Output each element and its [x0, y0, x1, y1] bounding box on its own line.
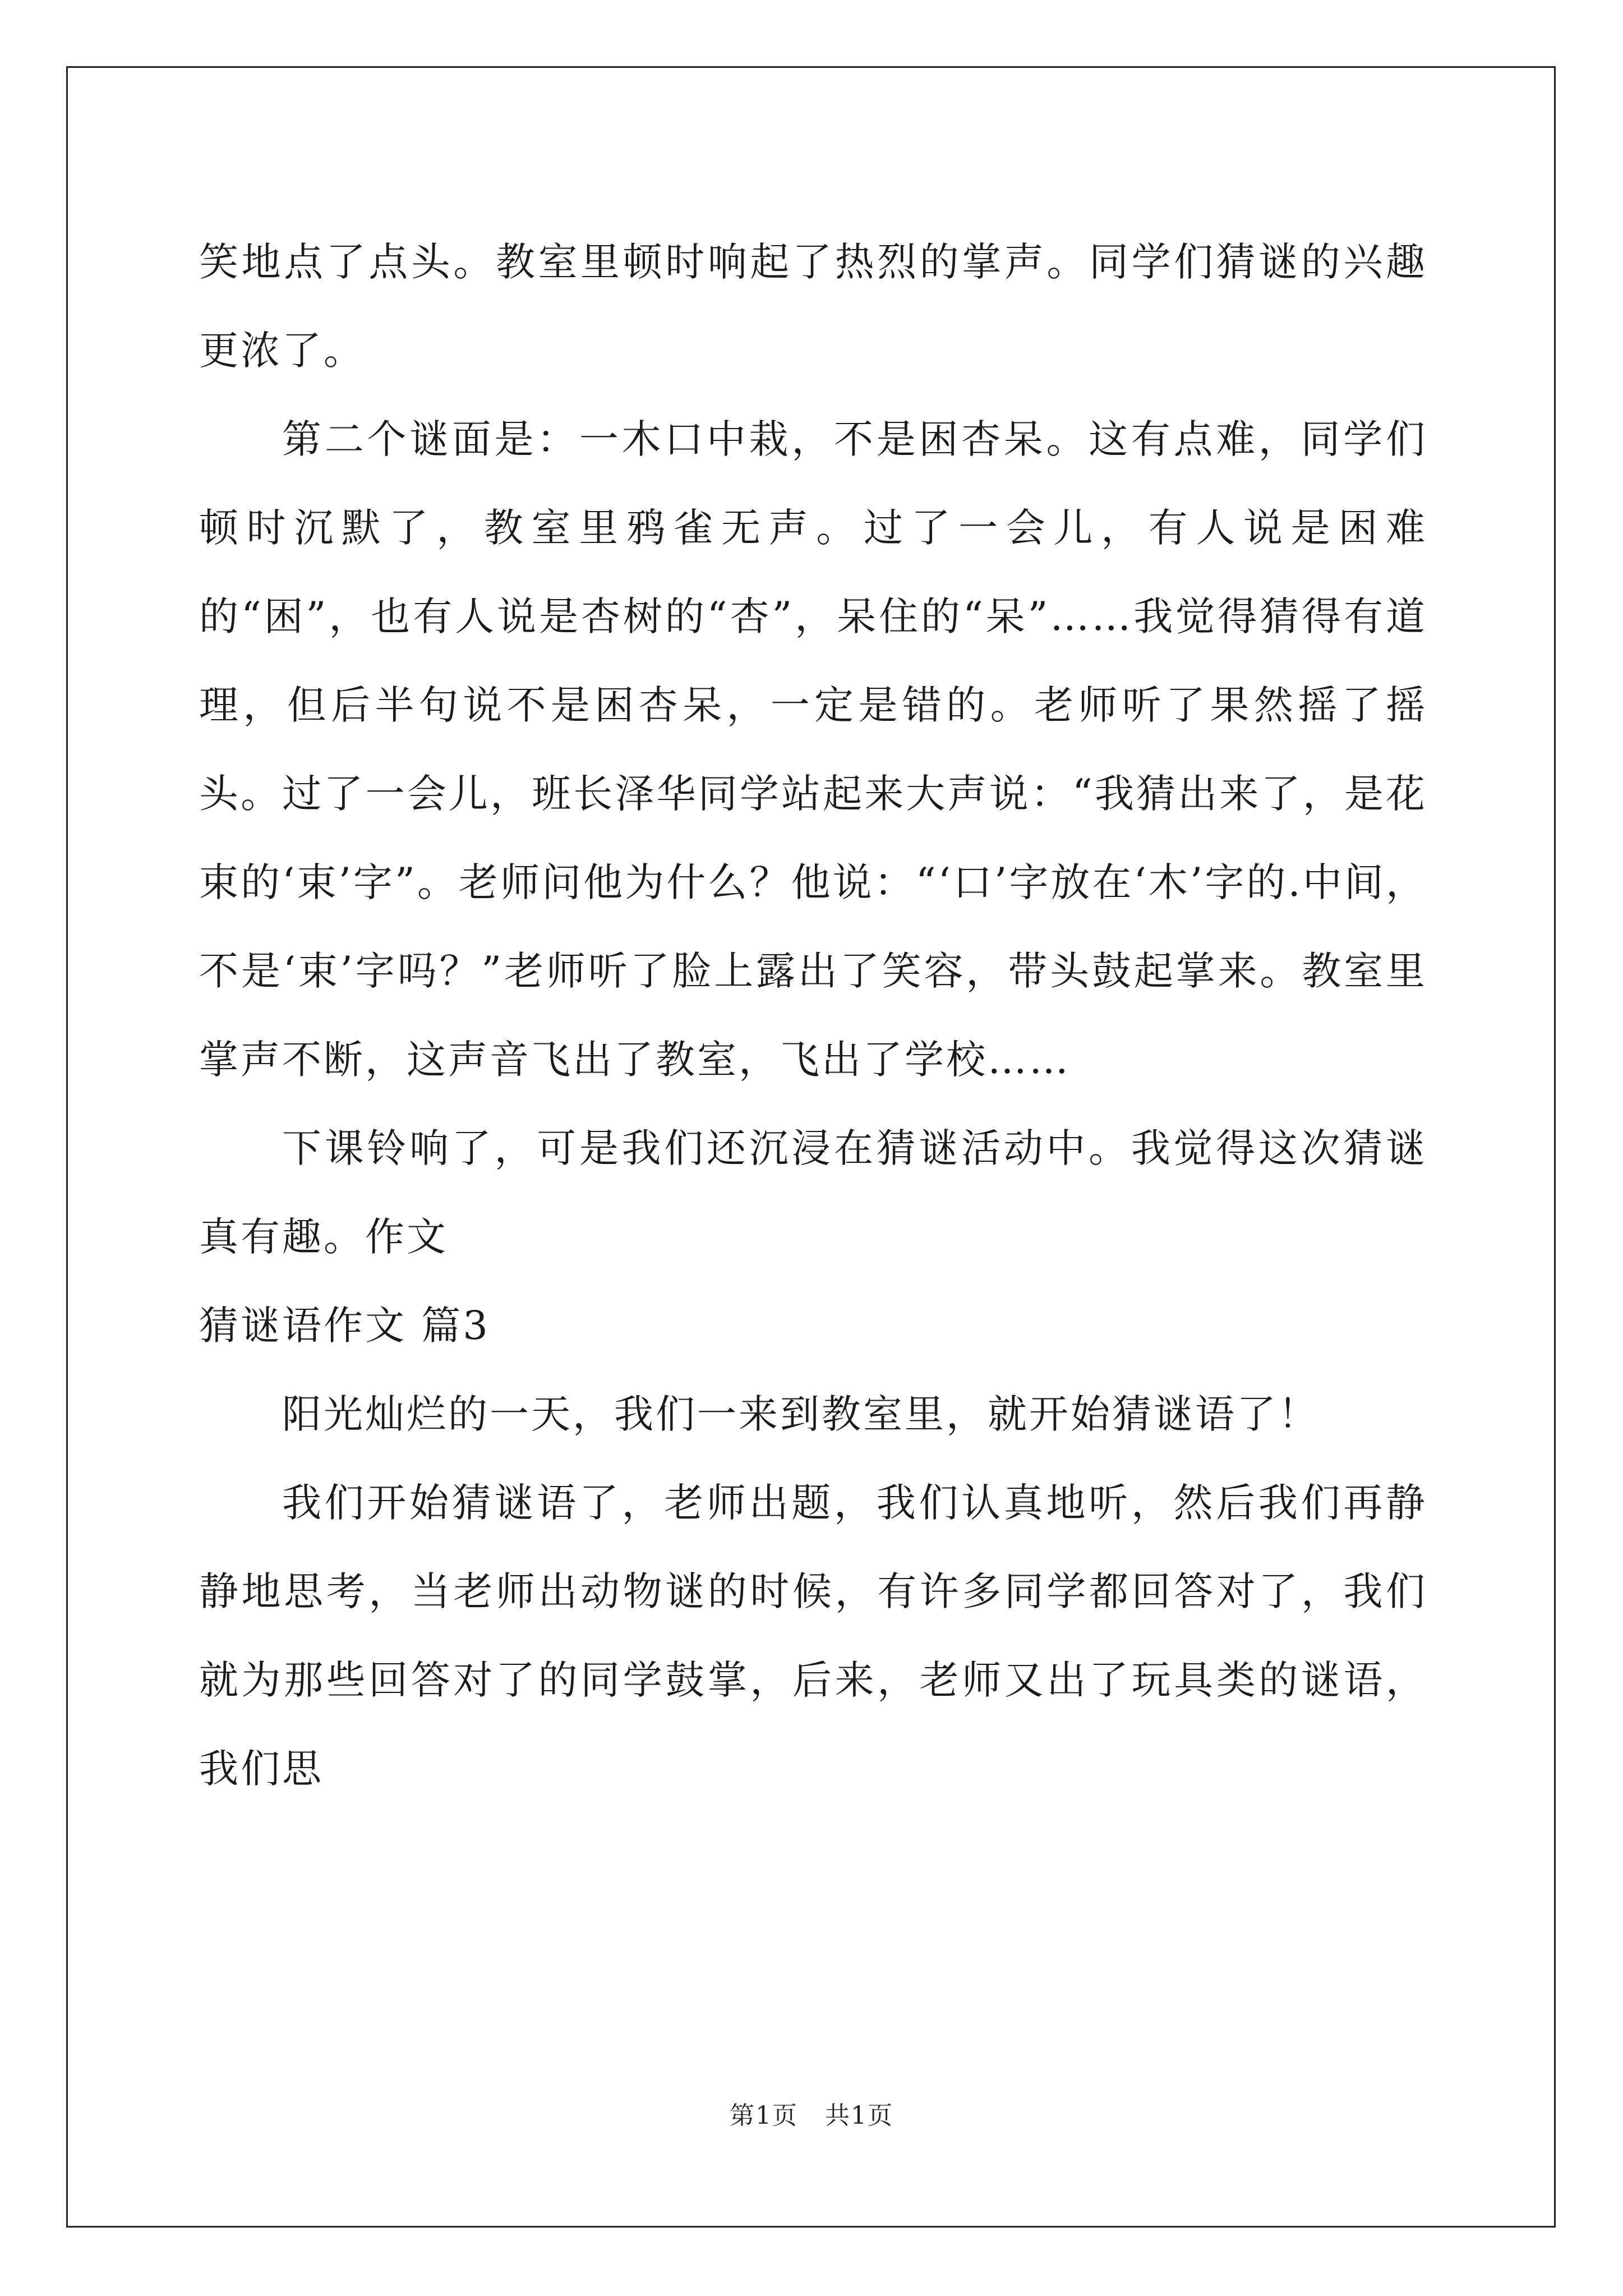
- section-heading: 猜谜语作文 篇3: [199, 1303, 490, 1349]
- page-footer: [0, 2095, 1623, 2131]
- paragraph-2: 第二个谜面是：一木口中栽，不是困杏呆。这有点难，同学们顿时沉默了，教室里鸦雀无声。过了一会儿，有人说是困难的“困”，也有人说是杏树的“杏”，呆住的“呆”……我觉得猜得有道理，但后半句说不是困杏呆，一定是错的。老师听了果然摇了摇头。过了一会儿，班长泽华同学站起来大声说：“我猜出来了，是花束的‘束’字”。老师问他为什么？他说：“‘口’字放在‘木’字的.中间，不是‘束’字吗？”老师听了脸上露出了笑容，带头鼓起掌来。教室里掌声不断，这声音飞出了教室，飞出了学校……: [199, 416, 1427, 1083]
- paragraph-3: 下课铃响了，可是我们还沉浸在猜谜活动中。我觉得这次猜谜真有趣。作文: [199, 1125, 1427, 1260]
- page-number-total: 共1页: [825, 2101, 893, 2130]
- document-body: [199, 218, 1427, 1813]
- paragraph-1: 笑地点了点头。教室里顿时响起了热烈的掌声。同学们猜谜的兴趣更浓了。: [199, 239, 1427, 374]
- page-number-current: 第1页: [730, 2101, 798, 2130]
- section-paragraph-2: 我们开始猜谜语了，老师出题，我们认真地听，然后我们再静静地思考，当老师出动物谜的时候，有许多同学都回答对了，我们就为那些回答对了的同学鼓掌，后来，老师又出了玩具类的谜语，我们思: [199, 1480, 1427, 1792]
- section-paragraph-1: 阳光灿烂的一天，我们一来到教室里，就开始猜谜语了！: [282, 1391, 1320, 1437]
